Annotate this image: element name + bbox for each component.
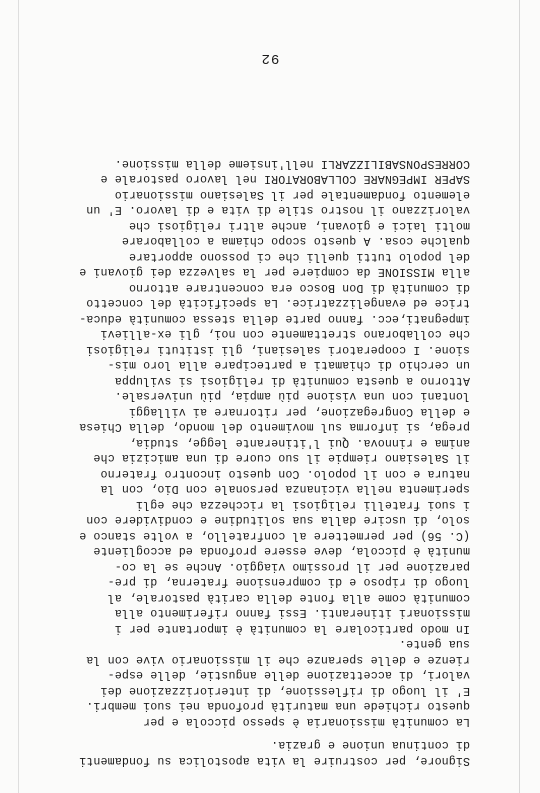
text-line: qualche cosa. A questo scopo chiama a collaborare: [121, 234, 470, 248]
text-line: di continua unione e grazia.: [270, 738, 470, 752]
text-line: La comunità missionaria è spesso piccola e per: [143, 715, 470, 728]
text-line: comunità come alla fonte della carità pastorale, al: [107, 591, 470, 604]
text-line: elemento fondamentale per il Salesiano missionario: [114, 188, 470, 201]
text-line: di comunità di Don Bosco era concentrare attorno: [128, 281, 470, 294]
text-line: Attorno a questa comunità di religiosi si sviluppa: [114, 374, 470, 387]
text-line: sperimenta nella vicinanza personale con Dio, con la: [100, 482, 470, 496]
text-line: impegnati,ecc. fanno parte della stessa comunità educa-: [79, 312, 470, 325]
text-line: luogo di riposo e di comprensione fraterna, di pre-: [107, 575, 470, 589]
text-line: CORRESPONSABILIZZARLI nell'insieme della missione.: [114, 157, 470, 170]
text-line: (C. 56) per permettere al confratello, a volte stanco e: [79, 529, 470, 542]
text-line: del popolo tutti quelli che ci possono apportare: [128, 250, 470, 263]
text-line: munità è piccola, deve essere profonda ed accogliente: [93, 544, 470, 558]
text-line: sione. I cooperatori salesiani, gli istituti religiosi: [86, 343, 470, 356]
text-line: trice ed evangelizzatrice. La specificità del concetto: [86, 296, 470, 310]
text-line: E' il luogo di riflessione, di interiorizzazione dei: [100, 684, 470, 697]
text-line: lontani con una visione più ampia, più universale.: [114, 389, 470, 403]
text-line: il Salesiano riempie il suo cuore di una amicizia che: [93, 451, 470, 465]
text-line: solo, di uscire dalla sua solitudine e condividere con: [86, 513, 470, 527]
page-number: 92: [260, 50, 280, 66]
text-line: sua gente.: [398, 637, 470, 651]
text-line: Signore, per costruire la vita apostolica su fondamenti: [79, 754, 470, 767]
text-line: alla MISSIONE da compiere per la salvezza dei giovani e: [79, 265, 470, 279]
text-line: rienze e delle speranze che il missionario vive con la: [86, 653, 470, 666]
text-line: questo richiede una maturità profonda nei suoi membri.: [86, 699, 470, 713]
paragraph-gap: [50, 729, 470, 737]
text-line: valori, di accettazione delle angustie, delle espe-: [107, 668, 470, 682]
text-line: molti laici e giovani, anche altri religiosi che: [128, 219, 470, 232]
text-line: anima e rinnova. Qui l'itinerante legge, studia,: [128, 436, 470, 449]
text-line: un cerchio di chiamati a partecipare alla loro mis-: [107, 358, 470, 372]
page-edge-shadow: [519, 0, 520, 793]
text-line: che collaborano strettamente con noi, gli ex-allievi: [100, 327, 470, 341]
page-edge-shadow: [18, 0, 19, 793]
text-line: valorizzano il nostro stile di vita e di lavoro. E' un: [86, 203, 470, 217]
text-line: In modo particolare la comunità è importante per i: [114, 622, 470, 635]
text-line: parazione per il prossimo viaggio. Anche se la co-: [114, 560, 470, 573]
text-line: prega, si informa sul movimento del mondo, della Chiesa: [79, 420, 470, 434]
text-line: SAPER IMPEGNARE COLLABORATORI nel lavoro pastorale e: [100, 172, 470, 186]
text-line: e della Congregazione, per ritornare ai villaggi: [128, 405, 470, 418]
body-text: [50, 156, 470, 769]
text-line: natura e con il popolo. Con questo incontro fraterno: [100, 467, 470, 480]
text-line: i suoi fratelli religiosi la ricchezza che egli: [135, 498, 470, 511]
text-line: missionari itineranti. Essi fanno riferimento alla: [114, 606, 470, 620]
